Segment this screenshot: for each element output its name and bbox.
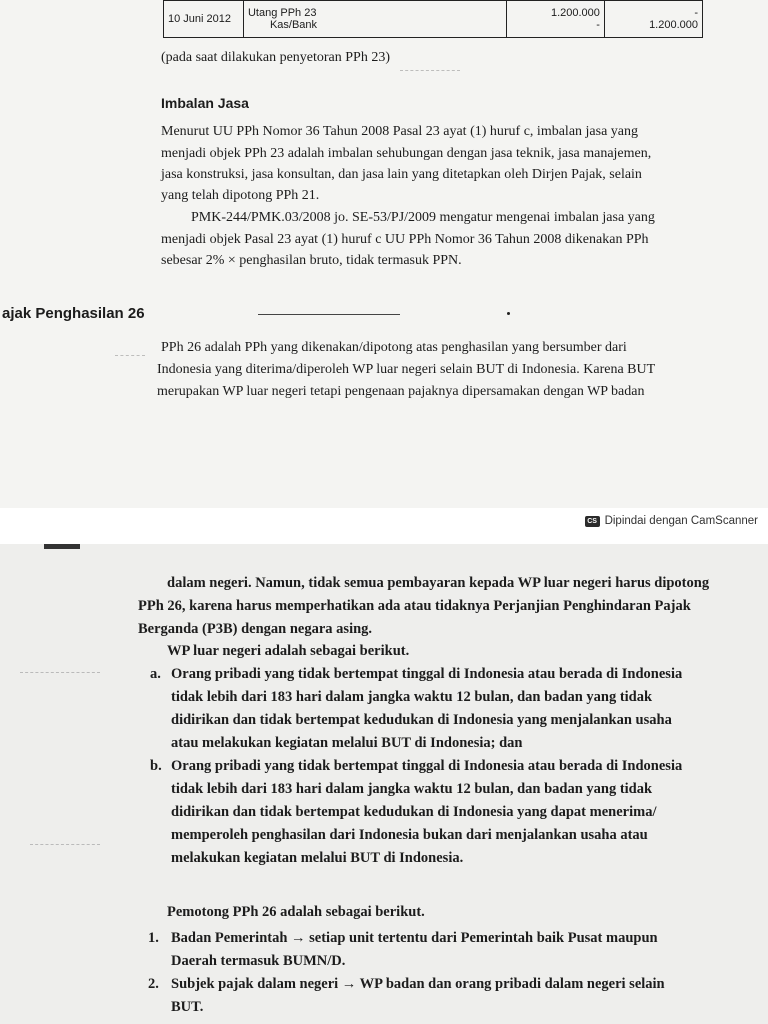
speck	[507, 312, 510, 315]
credit-amount: 1.200.000	[649, 19, 698, 31]
heading-pajak-penghasilan-26: ajak Penghasilan 26	[2, 305, 145, 322]
list-item-line: tidak lebih dari 183 hari dalam jangka waktu 12 bulan, dan badan yang tidak	[171, 689, 653, 705]
paragraph-line: merupakan WP luar negeri tetapi pengenaan pajaknya dipersamakan dengan WP badan	[157, 384, 645, 399]
scanned-page-top	[0, 0, 768, 508]
list-item-line: Subjek pajak dalam negeri → WP badan dan orang pribadi dalam negeri selain	[171, 976, 665, 992]
paragraph-line: WP luar negeri adalah sebagai berikut.	[167, 643, 410, 659]
credit-column	[604, 1, 702, 38]
list-marker-2: 2.	[148, 976, 159, 992]
camscanner-watermark	[585, 515, 758, 527]
paragraph-line: Berganda (P3B) dengan negara asing.	[138, 621, 373, 637]
table-row	[164, 1, 703, 38]
paragraph-line: sebesar 2% × penghasilan bruto, tidak termasuk PPN.	[161, 253, 462, 268]
entry-accounts	[243, 1, 506, 38]
paragraph-line: Indonesia yang diterima/diperoleh WP luar negeri selain BUT di Indonesia. Karena BUT	[157, 362, 656, 377]
paragraph-line: dalam negeri. Namun, tidak semua pembayaran kepada WP luar negeri harus dipotong	[167, 575, 710, 591]
heading-rule	[258, 314, 400, 315]
credit-dash: -	[694, 7, 698, 19]
list-item-line: melakukan kegiatan melalui BUT di Indonesia.	[171, 850, 464, 866]
list-marker-a: a.	[150, 666, 161, 682]
debit-amount: 1.200.000	[550, 7, 600, 19]
debit-account: Utang PPh 23	[247, 7, 317, 19]
scan-artifact	[20, 672, 100, 673]
scan-artifact	[400, 70, 460, 71]
scan-artifact	[115, 355, 145, 356]
list-item-line: Orang pribadi yang tidak bertempat tinggal di Indonesia atau berada di Indonesia	[171, 666, 683, 682]
paragraph-line: Pemotong PPh 26 adalah sebagai berikut.	[167, 904, 425, 920]
list-item-line: didirikan dan tidak bertempat kedudukan di Indonesia yang menjalankan usaha	[171, 712, 672, 728]
journal-entry-table	[163, 0, 703, 38]
list-item-line: memperoleh penghasilan dari Indonesia bukan dari menjalankan usaha atau	[171, 827, 648, 843]
camscanner-label: Dipindai dengan CamScanner	[604, 515, 758, 527]
list-marker-b: b.	[150, 758, 162, 774]
page-edge-mark	[44, 544, 80, 549]
list-item-line: didirikan dan tidak bertempat kedudukan di Indonesia yang dapat menerima/	[171, 804, 657, 820]
list-item-line: Badan Pemerintah → setiap unit tertentu dari Pemerintah baik Pusat maupun	[171, 930, 658, 946]
list-marker-1: 1.	[148, 930, 159, 946]
paragraph-line: PPh 26 adalah PPh yang dikenakan/dipotong atas penghasilan yang bersumber dari	[161, 340, 627, 355]
list-item-line: atau melakukan kegiatan melalui BUT di Indonesia; dan	[171, 735, 523, 751]
paragraph-line: yang telah dipotong PPh 21.	[161, 188, 320, 203]
entry-date: 10 Juni 2012	[164, 1, 244, 38]
payment-note: (pada saat dilakukan penyetoran PPh 23)	[161, 50, 390, 65]
paragraph-line: PPh 26, karena harus memperhatikan ada atau tidaknya Perjanjian Penghindaran Pajak	[138, 598, 691, 614]
debit-dash: -	[596, 19, 600, 31]
paragraph-line: PMK-244/PMK.03/2008 jo. SE-53/PJ/2009 mengatur mengenai imbalan jasa yang	[191, 210, 655, 225]
list-item-line: tidak lebih dari 183 hari dalam jangka waktu 12 bulan, dan badan yang tidak	[171, 781, 653, 797]
camscanner-icon: CS	[585, 516, 600, 527]
scanned-page-bottom	[0, 544, 768, 1024]
paragraph-line: menjadi objek PPh 23 adalah imbalan sehubungan dengan jasa teknik, jasa manajemen,	[161, 146, 652, 161]
scan-artifact	[30, 844, 100, 845]
debit-column	[506, 1, 604, 38]
paragraph-line: menjadi objek Pasal 23 ayat (1) huruf c UU PPh Nomor 36 Tahun 2008 dikenakan PPh	[161, 232, 649, 247]
credit-account: Kas/Bank	[269, 19, 318, 31]
list-item-line: Orang pribadi yang tidak bertempat tinggal di Indonesia atau berada di Indonesia	[171, 758, 683, 774]
list-item-line: Daerah termasuk BUMN/D.	[171, 953, 346, 969]
heading-imbalan-jasa: Imbalan Jasa	[161, 95, 249, 111]
paragraph-line: jasa konstruksi, jasa konsultan, dan jasa lain yang ditetapkan oleh Dirjen Pajak, selain	[161, 167, 642, 182]
paragraph-line: Menurut UU PPh Nomor 36 Tahun 2008 Pasal 23 ayat (1) huruf c, imbalan jasa yang	[161, 124, 639, 139]
list-item-line: BUT.	[171, 999, 204, 1015]
